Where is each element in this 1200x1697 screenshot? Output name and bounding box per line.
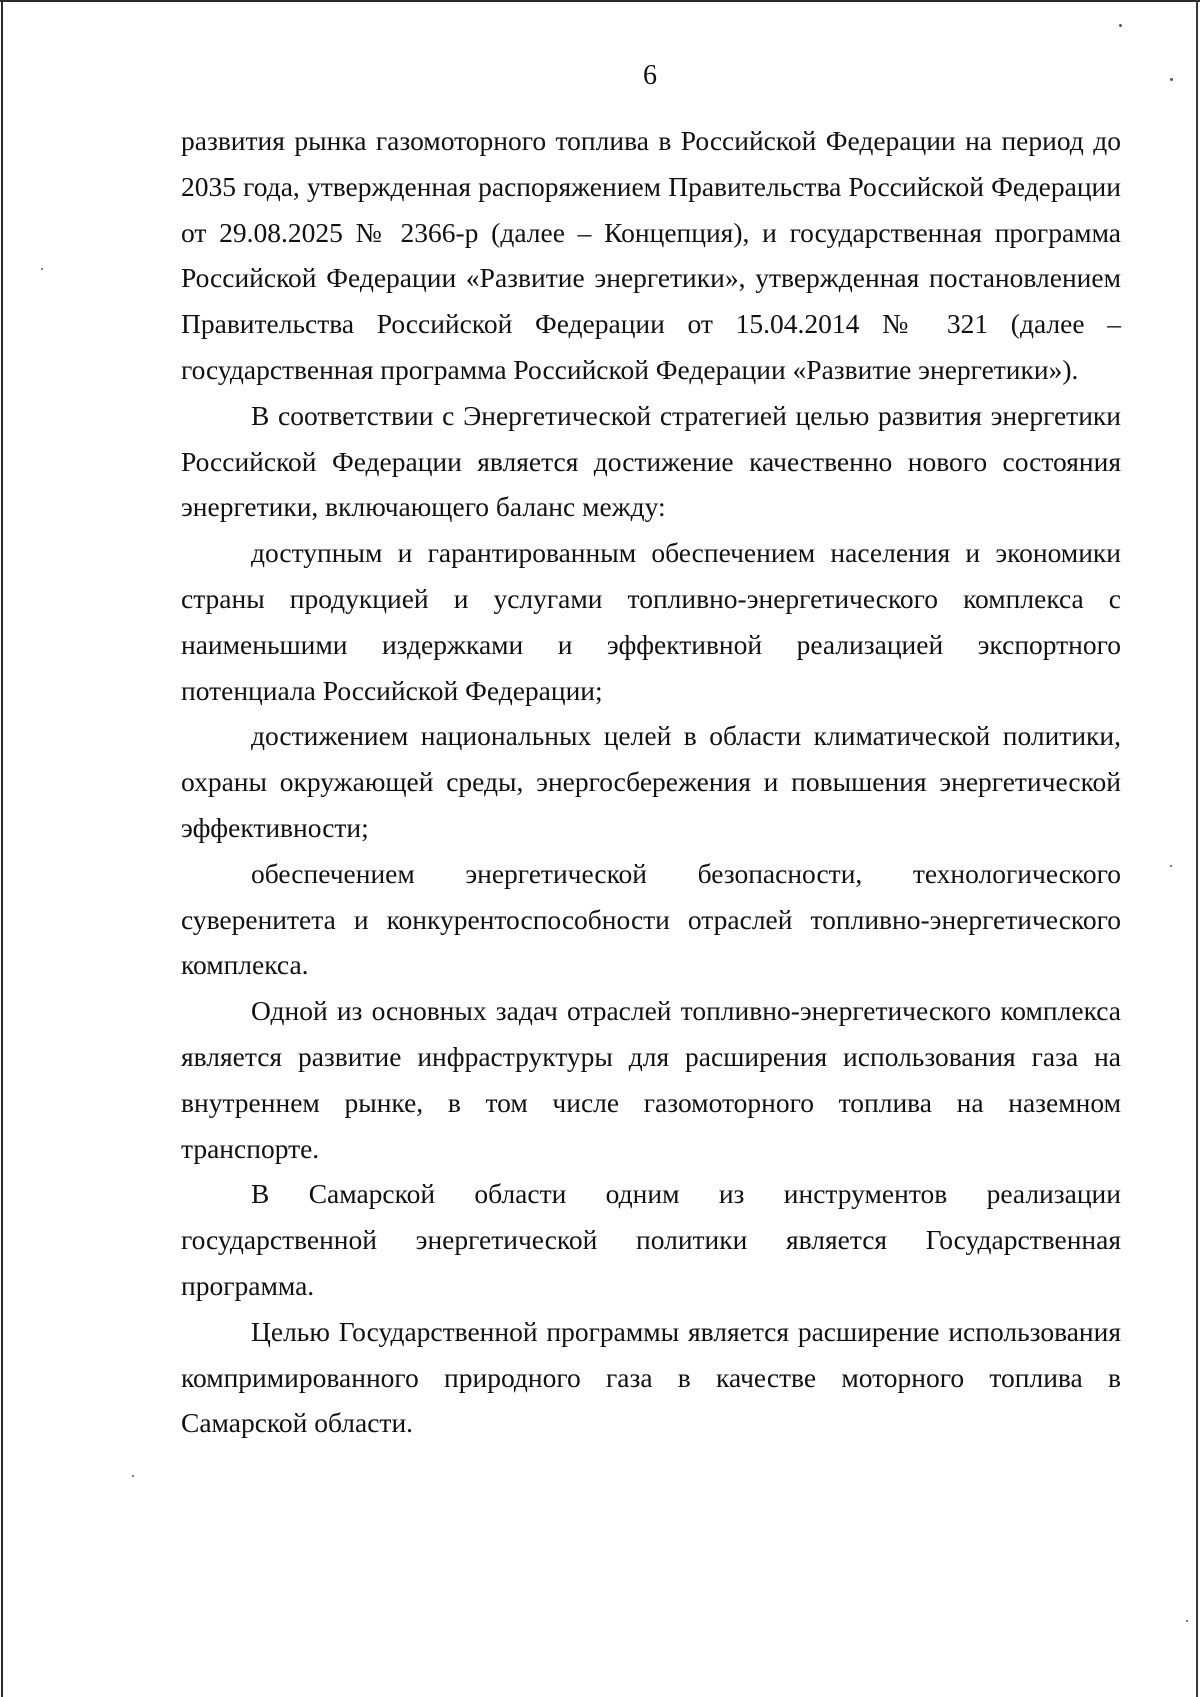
scan-speck bbox=[1119, 24, 1122, 27]
scan-speck bbox=[132, 1475, 134, 1477]
paragraph: развития рынка газомоторного топлива в Российской Федерации на период до 2035 года, утвержденная распоряжением Правительства Российской Федерации от 29.08.2025 № 2366-р (далее – Концепция), и государственная программа Российской Федерации «Развитие энергетики», утвержденная постановлением Правительства Российской Федерации от 15.04.2014 № 321 (далее – государственная программа Российской Федерации «Развитие энергетики»). bbox=[181, 125, 1121, 385]
paragraph: Целью Государственной программы является расширение использования компримированного природного газа в качестве моторного топлива в Самарской области. bbox=[181, 1315, 1121, 1439]
scan-speck bbox=[1170, 865, 1172, 867]
paragraph: В Самарской области одним из инструментов реализации государственной энергетической политики является Государственная программа. bbox=[181, 1178, 1121, 1301]
paragraph: доступным и гарантированным обеспечением населения и экономики страны продукцией и услугами топливно-энергетического комплекса с наименьшими издержками и эффективной реализацией экспортного потенциала Российской Федерации; bbox=[181, 537, 1121, 706]
document-body bbox=[181, 118, 1121, 1446]
paragraph: В соответствии с Энергетической стратегией целью развития энергетики Российской Федерации является достижение качественно нового состояния энергетики, включающего баланс между: bbox=[181, 399, 1121, 523]
paragraph: обеспечением энергетической безопасности, технологического суверенитета и конкурентоспособности отраслей топливно-энергетического комплекса. bbox=[181, 857, 1121, 981]
scan-border-top bbox=[0, 0, 1200, 2]
scan-speck bbox=[1186, 1620, 1188, 1622]
scan-border-right bbox=[1196, 0, 1198, 1697]
page-number: 6 bbox=[643, 60, 657, 91]
paragraph: Одной из основных задач отраслей топливно-энергетического комплекса является развитие инфраструктуры для расширения использования газа на внутреннем рынке, в том числе газомоторного топлива на наземном транспорте. bbox=[181, 995, 1121, 1164]
scan-border-left bbox=[1, 0, 3, 1697]
paragraph: достижением национальных целей в области климатической политики, охраны окружающей среды, энергосбережения и повышения энергетической эффективности; bbox=[181, 720, 1121, 843]
scan-speck bbox=[41, 268, 43, 270]
